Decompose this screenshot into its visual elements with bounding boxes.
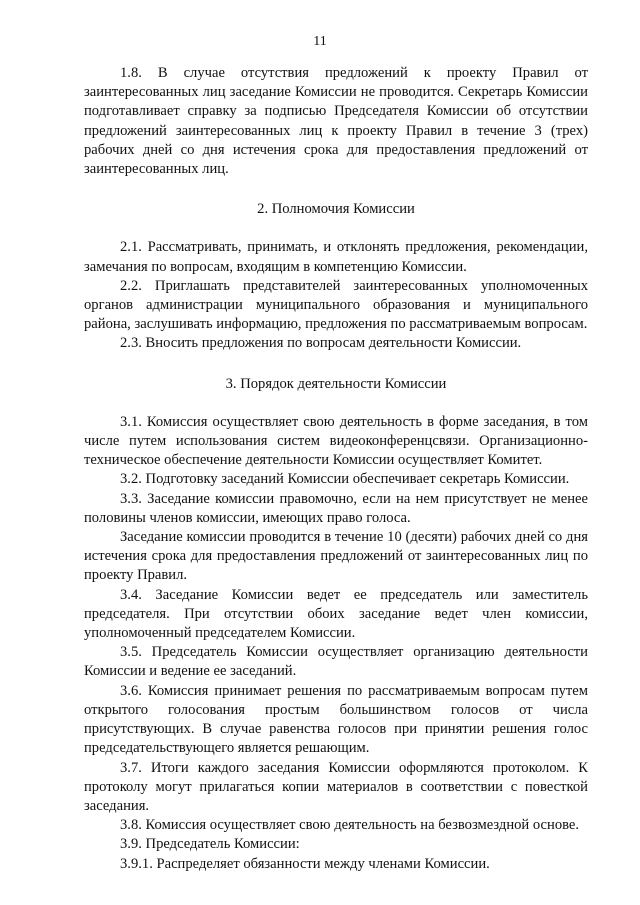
paragraph-3-3-cont: Заседание комиссии проводится в течение 10 (десяти) рабочих дней со дня истечения срока для предоставления предложений от заинтересованных лиц по проекту Правил. bbox=[84, 529, 588, 584]
page-number: 11 bbox=[313, 34, 327, 49]
paragraph-3-4: 3.4. Заседание Комиссии ведет ее председатель или заместитель председателя. При отсутствии обоих заседание ведет член комиссии, уполномоченный председателем Комиссии. bbox=[84, 586, 588, 642]
paragraph-2-3: 2.3. Вносить предложения по вопросам деятельности Комиссии. bbox=[120, 335, 522, 352]
document-body bbox=[84, 64, 588, 874]
section-3-heading: 3. Порядок деятельности Комиссии bbox=[225, 375, 447, 392]
paragraph-3-1: 3.1. Комиссия осуществляет свою деятельность в форме заседания, в том числе путем использования систем видеоконференцсвязи. Организационно-техническое обеспечение деятельности Комиссии осуществляет Комитет. bbox=[84, 413, 588, 469]
paragraph-3-9: 3.9. Председатель Комиссии: bbox=[120, 836, 300, 853]
paragraph-3-7: 3.7. Итоги каждого заседания Комиссии оформляются протоколом. К протоколу могут прилагаться копии материалов в соответствии с повесткой заседания. bbox=[84, 759, 588, 814]
paragraph-1-8: 1.8. В случае отсутствия предложений к проекту Правил от заинтересованных лиц заседание Комиссии не проводится. Секретарь Комиссии подготавливает справку за подписью Председателя Комиссии об отсутствии предложений заинтересованных лиц к проекту Правил в течение 3 (трех) рабочих дней со дня истечения срока для предоставления предложений от заинтересованных лиц. bbox=[84, 65, 588, 178]
paragraph-2-2: 2.2. Приглашать представителей заинтересованных уполномоченных органов администрации муниципального образования и муниципального района, заслушивать информацию, предложения по рассматриваемым вопросам. bbox=[84, 277, 588, 333]
paragraph-3-6: 3.6. Комиссия принимает решения по рассматриваемым вопросам путем открытого голосования простым большинством голосов от числа присутствующих. В случае равенства голосов при принятии решения голос председательствующего является решающим. bbox=[84, 682, 588, 757]
paragraph-2-1: 2.1. Рассматривать, принимать, и отклонять предложения, рекомендации, замечания по вопросам, входящим в компетенцию Комиссии. bbox=[84, 239, 588, 275]
paragraph-3-3: 3.3. Заседание комиссии правомочно, если на нем присутствует не менее половины членов комиссии, имеющих право голоса. bbox=[84, 490, 588, 526]
paragraph-3-8: 3.8. Комиссия осуществляет свою деятельность на безвозмездной основе. bbox=[120, 817, 580, 834]
paragraph-3-2: 3.2. Подготовку заседаний Комиссии обеспечивает секретарь Комиссии. bbox=[120, 471, 570, 488]
paragraph-3-9-1: 3.9.1. Распределяет обязанности между членами Комиссии. bbox=[120, 855, 490, 872]
paragraph-3-5: 3.5. Председатель Комиссии осуществляет организацию деятельности Комиссии и ведение ее заседаний. bbox=[84, 644, 588, 680]
section-2-heading: 2. Полномочия Комиссии bbox=[257, 201, 415, 218]
